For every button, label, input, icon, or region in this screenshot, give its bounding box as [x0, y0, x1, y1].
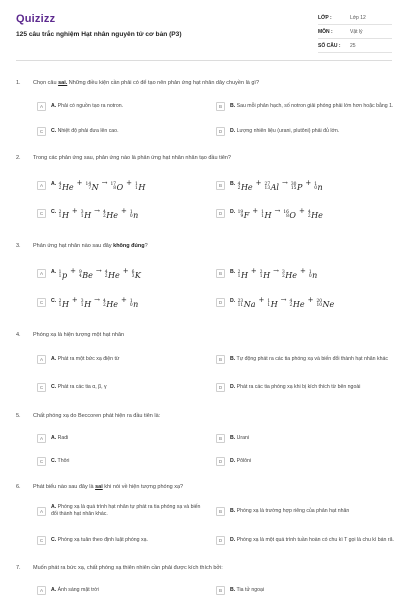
option-letter: A — [37, 269, 46, 278]
option-letter: A — [37, 355, 46, 364]
option-letter: B — [216, 102, 225, 111]
option-b[interactable]: B B. Tự động phát ra các tia phóng xạ và biến đổi thành hạt nhân khác — [216, 350, 394, 368]
question-text: Phát biểu nào sau đây là sai khi nói về hiện tượng phóng xạ? — [33, 484, 184, 490]
option-d[interactable]: D D. 23 11 Na + 1 1 H → 4 2 He + 20 10 Ne — [216, 293, 394, 311]
option-b[interactable]: B B. Tia tử ngoại — [216, 581, 394, 599]
nuclide — [130, 300, 138, 309]
nuclide — [103, 300, 118, 309]
nuclide — [282, 271, 297, 280]
nuclide — [59, 183, 74, 192]
atomic-number: 1 — [58, 274, 62, 279]
nuclide — [267, 300, 277, 309]
option-letter: C — [37, 536, 46, 545]
element-symbol: H — [84, 210, 92, 220]
option-letter: C — [37, 127, 46, 136]
meta-value: 25 — [350, 42, 356, 49]
mass-number: 30 — [290, 181, 297, 187]
element-symbol: He — [106, 210, 118, 220]
plus-operator: + — [76, 178, 83, 187]
element-symbol: H — [84, 299, 92, 309]
meta-value: Vật lý — [350, 28, 363, 35]
option-letter: C — [37, 383, 46, 392]
atomic-number: 1 — [261, 214, 264, 219]
nuclide — [261, 211, 271, 220]
arrow-operator: → — [280, 295, 287, 304]
mass-number: 6 — [131, 269, 135, 275]
question-text: Chọn câu sai. Những điều kiện cần phải có để tạo nên phản ứng hạt nhân dây chuyền là gì? — [33, 80, 260, 86]
arrow-operator: → — [281, 178, 288, 187]
option-letter: B — [216, 181, 225, 190]
question-number: 7. — [16, 565, 21, 571]
option-b[interactable]: B B. Phóng xạ là trường hợp riêng của phản hạt nhân — [216, 502, 394, 520]
plus-operator: + — [250, 266, 257, 275]
atomic-number: 2 — [281, 274, 285, 279]
mass-number: 3 — [80, 209, 84, 215]
plus-operator: + — [71, 206, 78, 215]
nuclide — [59, 300, 69, 309]
atomic-number: 0 — [129, 303, 133, 308]
atomic-number: 1 — [135, 186, 138, 191]
element-symbol: N — [91, 182, 99, 192]
arrow-operator: → — [274, 206, 281, 215]
atomic-number: 11 — [237, 303, 244, 308]
atomic-number: 2 — [104, 274, 108, 279]
element-symbol: Na — [243, 299, 256, 309]
atomic-number: 1 — [58, 303, 62, 308]
emphasis-text: sai — [95, 484, 103, 490]
equation — [237, 266, 319, 280]
atomic-number: 9 — [240, 214, 244, 219]
nuclide — [132, 271, 141, 280]
mass-number: 1 — [314, 181, 317, 187]
option-letter: A — [37, 586, 46, 595]
nuclide — [238, 183, 253, 192]
plus-operator: + — [299, 266, 306, 275]
plus-operator: + — [70, 266, 76, 275]
mass-number: 3 — [80, 298, 84, 304]
element-symbol: F — [243, 210, 250, 220]
meta-key: LỚP : — [318, 14, 332, 21]
atomic-number: 1 — [267, 303, 271, 308]
atomic-number: 1 — [80, 214, 84, 219]
meta-key: SỐ CÂU : — [318, 42, 341, 49]
question-number: 4. — [16, 332, 21, 338]
plus-operator: + — [71, 295, 78, 304]
mass-number: 3 — [281, 269, 285, 275]
nuclide — [314, 183, 322, 192]
option-c[interactable]: C C. 2 1 H + 3 1 H → 4 2 He + 1 0 n — [37, 293, 207, 311]
option-a[interactable]: A A. 1 1 p + 9 4 Be → 4 2 He + 6 3 K — [37, 264, 207, 282]
mass-number: 1 — [129, 209, 133, 215]
question-text: Muốn phát ra bức xạ, chất phóng xạ thiên nhiên cần phải được kích thích bởi: — [33, 565, 223, 571]
mass-number: 19 — [237, 209, 244, 215]
mass-number: 20 — [316, 298, 323, 304]
element-symbol: O — [289, 210, 296, 220]
mass-number: 9 — [78, 269, 82, 275]
equation — [237, 295, 336, 309]
option-d[interactable]: D D. Phát ra các tia phóng xạ khi bị kích thích từ bên ngoài — [216, 378, 394, 396]
meta-key: MÔN : — [318, 28, 333, 35]
option-b[interactable]: B B. 4 2 He + 27 13 Al → 30 15 P + 1 0 n — [216, 176, 394, 194]
mass-number: 2 — [237, 269, 241, 275]
atomic-number: 2 — [102, 214, 106, 219]
option-letter: C — [37, 209, 46, 218]
option-d[interactable]: D D. Phóng xạ là một quá trình tuần hoàn có chu kì T gọi là chu kì bán rã. — [216, 531, 394, 549]
emphasis-text: sai. — [58, 80, 68, 86]
mass-number: 4 — [237, 181, 241, 187]
plus-operator: + — [126, 178, 133, 187]
question-number: 5. — [16, 413, 21, 419]
mass-number: 4 — [102, 298, 106, 304]
mass-number: 23 — [237, 298, 244, 304]
plus-operator: + — [122, 266, 129, 275]
mass-number: 4 — [104, 269, 108, 275]
page-title: 125 câu trắc nghiệm Hạt nhân nguyên tử cơ bản (P3) — [16, 31, 182, 38]
atomic-number: 2 — [289, 303, 293, 308]
element-symbol: H — [240, 270, 248, 280]
option-a[interactable]: A A. 4 2 He + 14 7 N → 17 8 O + 1 1 H — [37, 176, 207, 194]
option-a[interactable]: A A. Phải có nguồn tạo ra notron. — [37, 97, 207, 115]
option-letter: D — [216, 298, 225, 307]
question-number: 6. — [16, 484, 21, 490]
plus-operator: + — [120, 295, 127, 304]
option-letter: D — [216, 536, 225, 545]
nuclide — [283, 211, 296, 220]
atomic-number: 15 — [290, 186, 297, 191]
option-d[interactable]: D D. 19 9 F + 1 1 H → 16 8 O + 4 2 He — [216, 204, 394, 222]
atomic-number: 0 — [308, 274, 312, 279]
nuclide — [86, 183, 99, 192]
atomic-number: 2 — [58, 186, 62, 191]
mass-number: 17 — [110, 181, 117, 187]
atomic-number: 1 — [80, 303, 84, 308]
mass-number: 2 — [58, 209, 62, 215]
option-letter: B — [216, 507, 225, 516]
nuclide — [290, 300, 305, 309]
option-c[interactable]: C C. Phát ra các tia α, β, γ — [37, 378, 207, 396]
option-c[interactable]: C C. 2 1 H + 3 1 H → 4 2 He + 1 0 n — [37, 204, 207, 222]
arrow-operator: → — [95, 266, 102, 275]
plus-operator: + — [258, 295, 265, 304]
arrow-operator: → — [101, 178, 108, 187]
option-letter: B — [216, 586, 225, 595]
atomic-number: 2 — [307, 214, 311, 219]
option-d[interactable]: D D. Lượng nhiên liệu (urani, plutôni) phải đủ lớn. — [216, 122, 394, 140]
plus-operator: + — [305, 178, 312, 187]
element-symbol: H — [61, 210, 69, 220]
element-symbol: He — [311, 210, 323, 220]
arrow-operator: → — [94, 295, 100, 304]
option-a[interactable]: A A. Phát ra một bức xạ điện từ — [37, 350, 207, 368]
mass-number: 1 — [135, 181, 138, 187]
mass-number: 2 — [58, 298, 62, 304]
option-letter: A — [37, 181, 46, 190]
element-symbol: O — [116, 182, 124, 192]
mass-number: 1 — [58, 269, 62, 275]
equation — [58, 178, 147, 192]
option-c[interactable]: C C. Phóng xạ tuân theo định luật phóng xạ. — [37, 531, 207, 549]
option-letter: C — [37, 298, 46, 307]
nuclide — [81, 211, 91, 220]
element-symbol: H — [270, 299, 278, 309]
option-a[interactable]: A A. Phóng xạ là quá trình hạt nhân tự phát ra tia phóng xạ và biến đổi thành hạt nhân khác. — [37, 502, 207, 520]
option-letter: B — [216, 269, 225, 278]
option-letter: D — [216, 383, 225, 392]
option-a[interactable]: A A. Radi — [37, 429, 207, 447]
option-letter: D — [216, 127, 225, 136]
mass-number: 4 — [307, 209, 311, 215]
option-b[interactable]: B B. Sau mỗi phản hạch, số notron giải phóng phải lớn hơn hoặc bằng 1. — [216, 97, 394, 115]
nuclide — [59, 271, 67, 280]
element-symbol: n — [133, 210, 139, 220]
nuclide — [265, 183, 279, 192]
nuclide — [260, 271, 270, 280]
question-text: Chất phóng xạ do Beccoren phát hiện ra đầu tiên là: — [33, 413, 161, 419]
plus-operator: + — [255, 178, 262, 187]
emphasis-text: không đúng — [113, 243, 145, 249]
meta-row-subject — [318, 25, 392, 39]
question-text: Phản ứng hạt nhân nào sau đây không đúng? — [33, 243, 148, 249]
nuclide — [291, 183, 302, 192]
nuclide — [103, 211, 118, 220]
atomic-number: 1 — [58, 214, 62, 219]
atomic-number: 1 — [237, 274, 241, 279]
equation — [58, 206, 140, 220]
worksheet-header — [0, 0, 400, 70]
element-symbol: Al — [270, 182, 279, 192]
element-symbol: n — [317, 182, 323, 192]
quizizz-logo: Quizizz — [16, 13, 56, 25]
plus-operator: + — [120, 206, 127, 215]
option-letter: D — [216, 457, 225, 466]
mass-number: 4 — [289, 298, 293, 304]
element-symbol: He — [106, 299, 118, 309]
atomic-number: 2 — [102, 303, 106, 308]
element-symbol: n — [133, 299, 139, 309]
option-letter: A — [37, 102, 46, 111]
equation — [58, 266, 142, 280]
mass-number: 16 — [283, 209, 289, 215]
meta-row-class — [318, 11, 392, 25]
plus-operator: + — [298, 206, 305, 215]
meta-table — [318, 11, 392, 53]
plus-operator: + — [252, 206, 259, 215]
element-symbol: He — [285, 270, 297, 280]
nuclide — [130, 211, 138, 220]
atomic-number: 13 — [264, 186, 271, 191]
question-text: Trong các phản ứng sau, phản ứng nào là phản ứng hạt nhân nhân tạo đầu tiên? — [33, 155, 231, 161]
nuclide — [81, 300, 91, 309]
atomic-number: 0 — [314, 186, 317, 191]
option-c[interactable]: C C. Nhiệt độ phải đưa lên cao. — [37, 122, 207, 140]
nuclide — [308, 211, 323, 220]
option-letter: C — [37, 457, 46, 466]
nuclide — [105, 271, 120, 280]
question-number: 3. — [16, 243, 21, 249]
nuclide — [316, 300, 334, 309]
nuclide — [111, 183, 124, 192]
nuclide — [238, 300, 256, 309]
atomic-number: 8 — [286, 214, 289, 219]
element-symbol: K — [134, 270, 141, 280]
option-letter: D — [216, 209, 225, 218]
element-symbol: H — [263, 270, 271, 280]
element-symbol: Be — [82, 270, 93, 280]
mass-number: 1 — [267, 298, 271, 304]
atomic-number: 4 — [78, 274, 82, 279]
option-letter: A — [37, 434, 46, 443]
atomic-number: 7 — [88, 186, 92, 191]
element-symbol: H — [61, 299, 69, 309]
element-symbol: He — [61, 182, 74, 192]
nuclide — [79, 271, 93, 280]
mass-number: 2 — [259, 269, 263, 275]
atomic-number: 8 — [113, 186, 117, 191]
question-number: 2. — [16, 155, 21, 161]
atomic-number: 1 — [259, 274, 263, 279]
mass-number: 4 — [102, 209, 106, 215]
element-symbol: He — [108, 270, 120, 280]
question-number: 1. — [16, 80, 21, 86]
option-d[interactable]: D D. Pôlôni — [216, 452, 394, 470]
question-text: Phóng xạ là hiện tượng một hạt nhân — [33, 332, 125, 338]
meta-row-count — [318, 39, 392, 53]
nuclide — [238, 211, 250, 220]
nuclide — [59, 211, 69, 220]
atomic-number: 10 — [316, 303, 323, 308]
atomic-number: 0 — [129, 214, 133, 219]
mass-number: 27 — [264, 181, 271, 187]
nuclide — [309, 271, 317, 280]
mass-number: 14 — [85, 181, 92, 187]
element-symbol: p — [61, 270, 68, 280]
option-letter: A — [37, 507, 46, 516]
atomic-number: 3 — [131, 274, 135, 279]
arrow-operator: → — [273, 266, 279, 275]
arrow-operator: → — [94, 206, 100, 215]
option-c[interactable]: C C. Thôri — [37, 452, 207, 470]
element-symbol: P — [296, 182, 303, 192]
option-a[interactable]: A A. Ánh sáng mặt trời — [37, 581, 207, 599]
mass-number: 1 — [308, 269, 312, 275]
element-symbol: H — [138, 182, 146, 192]
option-b[interactable]: B B. Urani — [216, 429, 394, 447]
equation — [237, 206, 324, 220]
element-symbol: H — [264, 210, 272, 220]
meta-value: Lớp 12 — [350, 14, 366, 21]
mass-number: 1 — [261, 209, 264, 215]
atomic-number: 2 — [237, 186, 241, 191]
nuclide — [238, 271, 248, 280]
nuclide — [135, 183, 145, 192]
element-symbol: He — [292, 299, 305, 309]
plus-operator: + — [307, 295, 314, 304]
element-symbol: Ne — [322, 299, 335, 309]
mass-number: 1 — [129, 298, 133, 304]
option-b[interactable]: B B. 2 1 H + 2 1 H → 3 2 He + 1 0 n — [216, 264, 394, 282]
mass-number: 4 — [58, 181, 62, 187]
option-letter: B — [216, 355, 225, 364]
equation — [58, 295, 140, 309]
header-divider — [16, 60, 392, 61]
element-symbol: He — [240, 182, 253, 192]
option-letter: B — [216, 434, 225, 443]
element-symbol: n — [312, 270, 318, 280]
equation — [237, 178, 324, 192]
